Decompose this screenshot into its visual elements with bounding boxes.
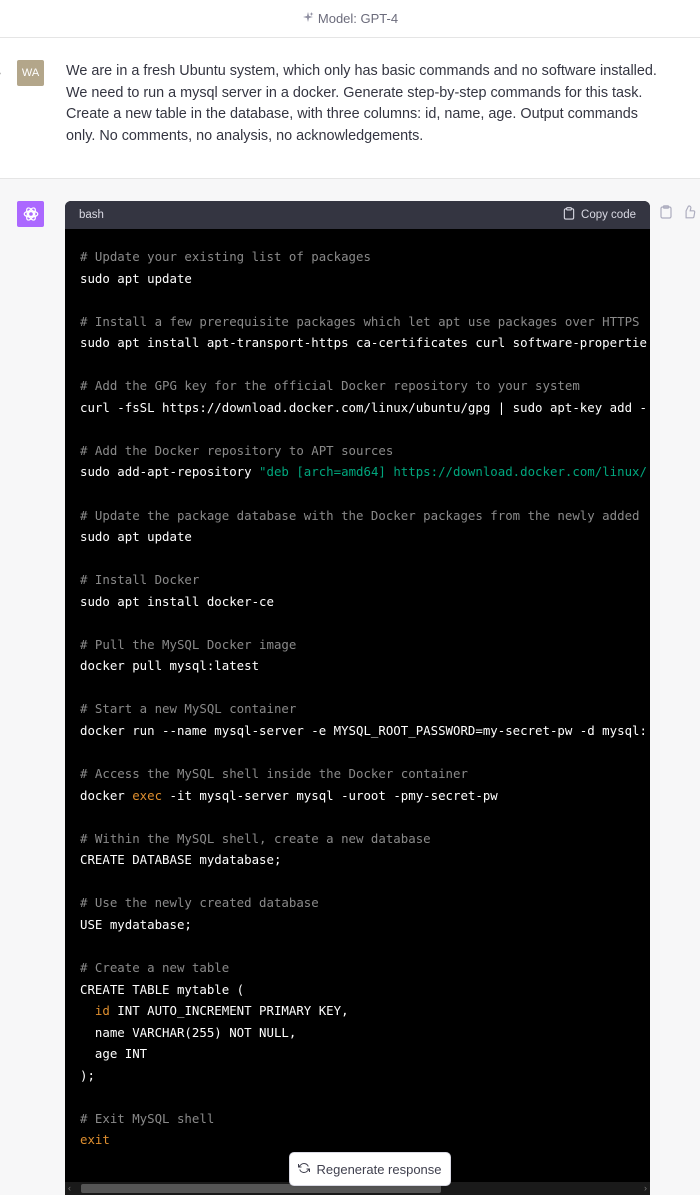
code-line: CREATE TABLE mytable ( <box>80 981 245 997</box>
code-line <box>80 936 650 958</box>
code-line: # Exit MySQL shell <box>80 1110 215 1126</box>
code-line <box>80 1086 650 1108</box>
code-line <box>80 483 650 505</box>
chevron-right-icon[interactable] <box>0 68 1 79</box>
code-block <box>65 201 650 1195</box>
code-line: # Update the package database with the Docker packages from the newly added <box>80 507 640 523</box>
code-line: docker exec -it mysql-server mysql -uroot -pmy-secret-pw <box>80 787 498 803</box>
code-language-label: bash <box>79 209 104 221</box>
clipboard-icon[interactable] <box>660 205 672 224</box>
assistant-message-row <box>0 179 700 1195</box>
code-line: sudo apt update <box>80 529 192 545</box>
code-line <box>80 289 650 311</box>
code-line: docker pull mysql:latest <box>80 658 260 674</box>
code-line: id INT AUTO_INCREMENT PRIMARY KEY, <box>94 1003 349 1019</box>
code-line: curl -fsSL https://download.docker.com/linux/ubuntu/gpg | sudo apt-key add - <box>80 399 647 415</box>
code-content <box>65 229 650 1151</box>
code-line: # Start a new MySQL container <box>80 701 297 717</box>
code-line: CREATE DATABASE mydatabase; <box>80 852 282 868</box>
code-line: # Install Docker <box>80 572 200 588</box>
code-line: # Update your existing list of packages <box>80 249 371 264</box>
copy-code-button[interactable] <box>563 207 636 223</box>
code-line: # Create a new table <box>80 960 230 976</box>
code-line <box>80 677 650 699</box>
code-line: # Pull the MySQL Docker image <box>80 636 297 652</box>
regenerate-response-button[interactable] <box>289 1152 451 1186</box>
copy-code-label: Copy code <box>581 209 636 221</box>
regenerate-label: Regenerate response <box>316 1161 442 1177</box>
code-line: exit <box>80 1132 110 1148</box>
scroll-right-icon[interactable]: › <box>644 1183 647 1193</box>
message-actions <box>660 205 696 224</box>
code-header <box>65 201 650 229</box>
model-label: Model: GPT-4 <box>317 11 399 26</box>
code-line <box>80 612 650 634</box>
code-line <box>80 354 650 376</box>
clipboard-icon <box>563 207 575 223</box>
code-line: # Install a few prerequisite packages which let apt use packages over HTTPS <box>80 313 640 329</box>
code-line <box>80 871 650 893</box>
user-avatar: WA <box>17 60 44 86</box>
openai-logo-icon <box>17 201 44 227</box>
model-header <box>0 0 700 38</box>
sparkle-icon <box>302 11 314 26</box>
code-line: sudo apt install docker-ce <box>80 593 274 609</box>
code-line: name VARCHAR(255) NOT NULL, <box>80 1024 297 1040</box>
code-line: sudo add-apt-repository "deb [arch=amd64] https://download.docker.com/linux/ <box>80 464 647 480</box>
refresh-icon <box>298 1162 310 1177</box>
code-line <box>80 418 650 440</box>
scroll-left-icon[interactable]: ‹ <box>68 1183 71 1193</box>
user-message: We are in a fresh Ubuntu system, which only has basic commands and no software installed. We need to run a mysql server in a docker. Generate step-by-step commands for this task. Create a new table in the database, with three columns: id, name, age. Output commands only. No comments, no analysis, no acknowledgements. <box>66 63 657 144</box>
code-line: # Access the MySQL shell inside the Docker container <box>80 766 468 782</box>
code-line: ); <box>80 1067 95 1083</box>
thumbs-up-icon[interactable] <box>682 205 696 224</box>
user-message-row <box>0 38 700 179</box>
code-line: # Add the Docker repository to APT sources <box>80 442 394 458</box>
code-line: sudo apt install apt-transport-https ca-certificates curl software-propertie <box>80 335 647 351</box>
code-line <box>80 742 650 764</box>
code-line: age INT <box>80 1046 148 1062</box>
code-line: # Within the MySQL shell, create a new database <box>80 830 431 846</box>
code-line: # Add the GPG key for the official Docker repository to your system <box>80 378 580 394</box>
code-line <box>80 548 650 570</box>
code-line: sudo apt update <box>80 270 192 286</box>
code-line: # Use the newly created database <box>80 895 319 911</box>
code-line: USE mydatabase; <box>80 916 192 932</box>
code-line: docker run --name mysql-server -e MYSQL_ROOT_PASSWORD=my-secret-pw -d mysql: <box>80 723 647 739</box>
code-line <box>80 806 650 828</box>
